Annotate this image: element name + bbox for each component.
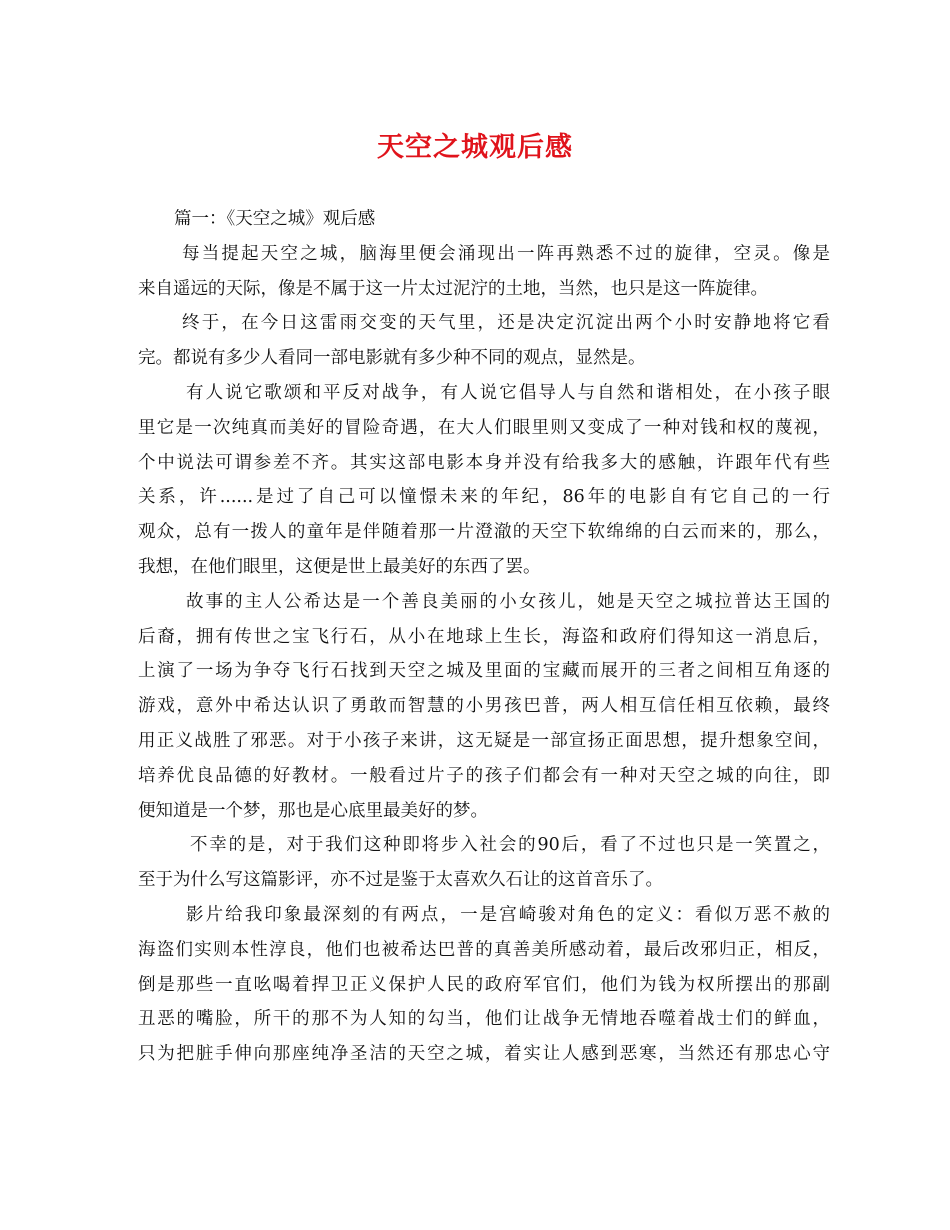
paragraph-line: 故事的主人公希达是一个善良美丽的小女孩儿，她是天空之城拉普达王国的 <box>186 591 830 612</box>
paragraph-line: 个中说法可谓参差不齐。其实这部电影本身并没有给我多大的感触，许跟年代有些 <box>138 452 830 473</box>
paragraph-line: 关系，许......是过了自己可以憧憬未来的年纪，86年的电影自有它自己的一行 <box>138 487 830 508</box>
paragraph-line: 影片给我印象最深刻的有两点，一是宫崎骏对角色的定义：看似万恶不赦的 <box>186 904 830 925</box>
paragraph-line: 培养优良品德的好教材。一般看过片子的孩子们都会有一种对天空之城的向往，即 <box>138 765 830 786</box>
paragraph-line: 至于为什么写这篇影评，亦不过是鉴于太喜欢久石让的这首音乐了。 <box>138 870 663 891</box>
paragraph-line: 后裔，拥有传世之宝飞行石，从小在地球上生长，海盗和政府们得知这一消息后， <box>138 626 830 647</box>
paragraph-line: 有人说它歌颂和平反对战争，有人说它倡导人与自然和谐相处，在小孩子眼 <box>186 382 830 403</box>
document-title: 天空之城观后感 <box>377 132 573 163</box>
document-body <box>138 202 830 1072</box>
paragraph-line: 来自遥远的天际，像是不属于这一片太过泥泞的土地，当然，也只是这一阵旋律。 <box>138 278 768 299</box>
paragraph-line: 倒是那些一直吆喝着捍卫正义保护人民的政府军官们，他们为钱为权所摆出的那副 <box>138 974 830 995</box>
paragraph-line: 完。都说有多少人看同一部电影就有多少种不同的观点，显然是。 <box>138 348 646 369</box>
section-heading: 篇一：《天空之城》观后感 <box>174 209 376 229</box>
paragraph-line: 海盗们实则本性淳良，他们也被希达巴普的真善美所感动着，最后改邪归正，相反， <box>138 939 830 960</box>
paragraph-line: 我想，在他们眼里，这便是世上最美好的东西了罢。 <box>138 556 541 577</box>
paragraph-line: 只为把脏手伸向那座纯净圣洁的天空之城，着实让人感到恶寒，当然还有那忠心守 <box>138 1044 830 1065</box>
paragraph-line: 里它是一次纯真而美好的冒险奇遇，在大人们眼里则又变成了一种对钱和权的蔑视， <box>138 417 830 438</box>
paragraph-line: 用正义战胜了邪恶。对于小孩子来讲，这无疑是一部宣扬正面思想，提升想象空间， <box>138 730 830 751</box>
paragraph-line: 终于，在今日这雷雨交变的天气里，还是决定沉淀出两个小时安静地将它看 <box>182 313 830 334</box>
paragraph-line: 不幸的是，对于我们这种即将步入社会的90后，看了不过也只是一笑置之， <box>190 835 830 856</box>
paragraph-line: 游戏，意外中希达认识了勇敢而智慧的小男孩巴普，两人相互信任相互依赖，最终 <box>138 696 830 717</box>
paragraph-line: 丑恶的嘴脸，所干的那不为人知的勾当，他们让战争无情地吞噬着战士们的鲜血， <box>138 1009 830 1030</box>
paragraph-line: 上演了一场为争夺飞行石找到天空之城及里面的宝藏而展开的三者之间相互角逐的 <box>138 661 830 682</box>
paragraph-line: 每当提起天空之城，脑海里便会涌现出一阵再熟悉不过的旋律，空灵。像是 <box>182 243 830 264</box>
paragraph-line: 观众，总有一拨人的童年是伴随着那一片澄澈的天空下软绵绵的白云而来的，那么， <box>138 522 830 543</box>
paragraph-line: 便知道是一个梦，那也是心底里最美好的梦。 <box>138 800 488 821</box>
